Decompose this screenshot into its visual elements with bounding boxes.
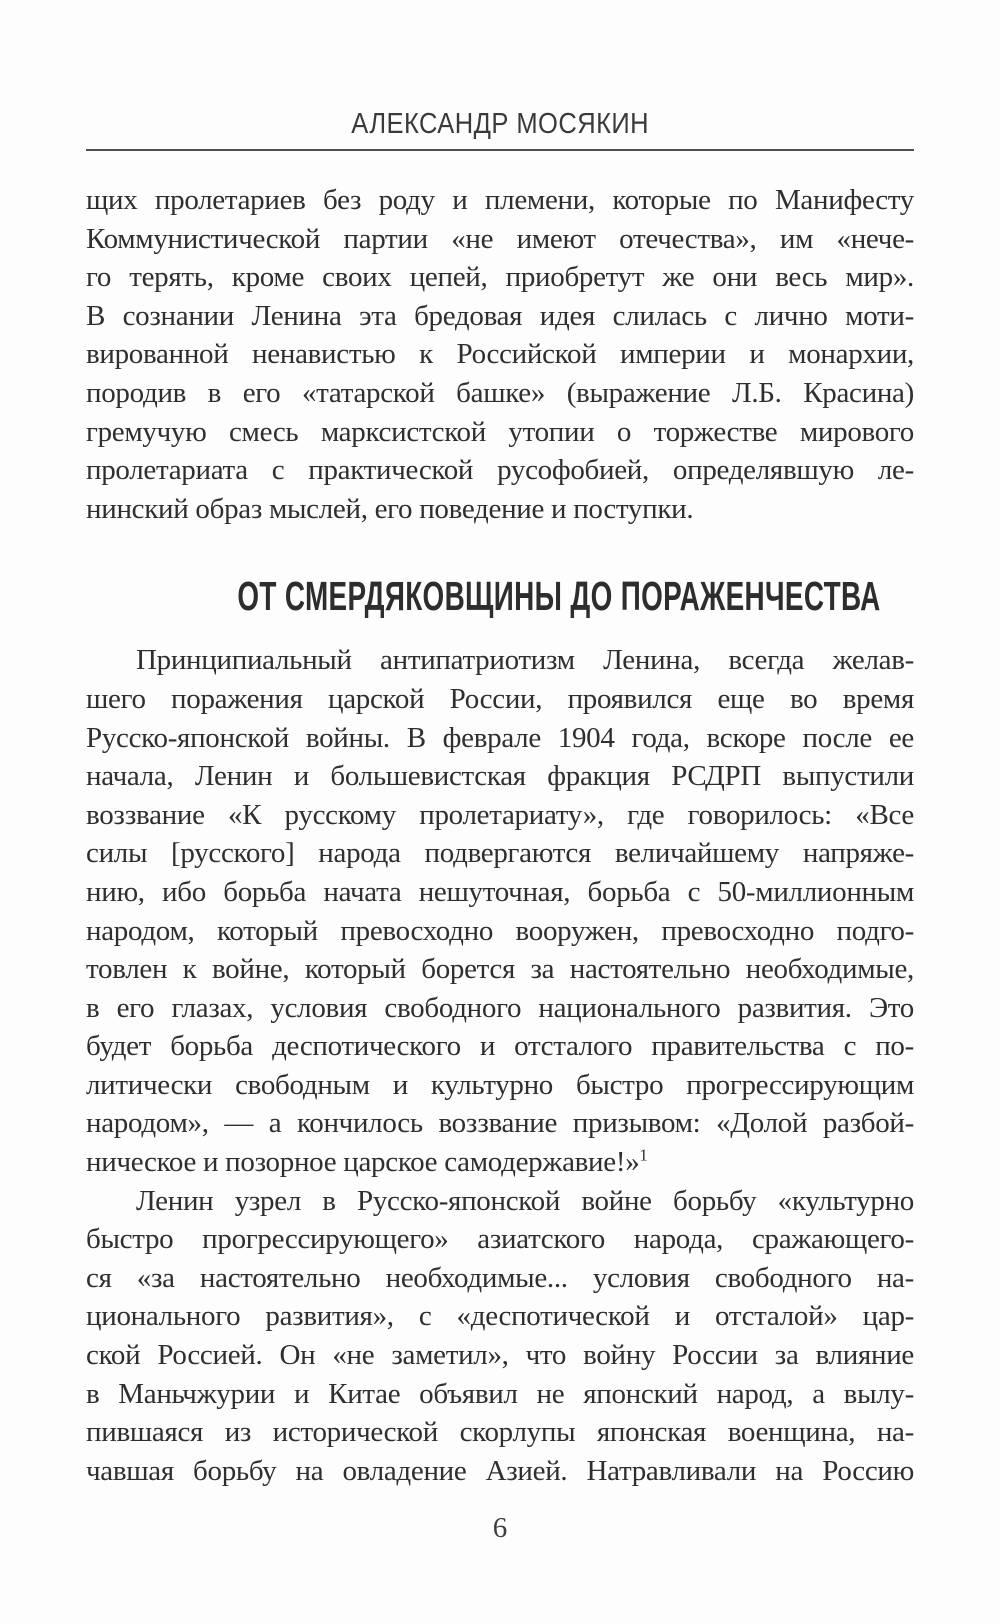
text-line: нию, ибо борьба начата нешуточная, борьба с 50-миллионным bbox=[86, 875, 914, 908]
text-line: Коммунистической партии «не имеют отечества», им «нече- bbox=[86, 222, 914, 255]
intro-paragraphs bbox=[86, 181, 914, 528]
section-heading bbox=[86, 572, 914, 620]
text-line: начала, Ленин и большевистская фракция РСДРП выпустили bbox=[86, 760, 914, 793]
text-line: ся «за настоятельно необходимые... условия свободного на- bbox=[86, 1261, 914, 1294]
text-line: ционального развития», с «деспотической и отсталой» цар- bbox=[86, 1300, 914, 1333]
text-line: чавшая борьбу на овладение Азией. Натравливали на Россию bbox=[86, 1454, 914, 1487]
text-line: щих пролетариев без роду и племени, которые по Манифесту bbox=[86, 184, 914, 216]
header-divider bbox=[86, 149, 914, 151]
text-line: В сознании Ленина эта бредовая идея слилась с лично моти- bbox=[86, 299, 914, 332]
text-line: шего поражения царской России, проявился еще во время bbox=[86, 682, 914, 715]
body-paragraphs bbox=[86, 641, 914, 1490]
text-line: Русско-японской войны. В феврале 1904 года, вскоре после ее bbox=[86, 721, 914, 754]
text-line: ской Россией. Он «не заметил», что войну России за влияние bbox=[86, 1339, 914, 1372]
text-line: быстро прогрессирующего» азиатского народа, сражающего- bbox=[86, 1223, 914, 1256]
page-number: 6 bbox=[492, 1512, 508, 1545]
text-line: товлен к войне, который борется за настоятельно необходимые, bbox=[86, 953, 914, 986]
text-line: литически свободным и культурно быстро прогрессирующим bbox=[86, 1068, 914, 1101]
footnote-marker: 1 bbox=[639, 1145, 648, 1165]
page-footer bbox=[0, 1511, 1000, 1545]
text-line: гремучую смесь марксистской утопии о торжестве мирового bbox=[86, 415, 914, 448]
text-line: воззвание «К русскому пролетариату», где говорилось: «Все bbox=[86, 798, 914, 831]
text-line: Принципиальный антипатриотизм Ленина, всегда желав- bbox=[136, 644, 914, 677]
text-line: народом», — а кончилось воззвание призывом: «Долой разбой- bbox=[86, 1107, 914, 1140]
text-line: ническое и позорное царское самодержавие!»$^1$ bbox=[86, 1145, 648, 1179]
text-line: пролетариата с практической русофобией, определявшую ле- bbox=[86, 454, 914, 487]
text-line: нинский образ мыслей, его поведение и поступки. bbox=[86, 492, 694, 525]
page-header bbox=[0, 0, 1000, 140]
text-line: Ленин узрел в Русско-японской войне борьбу «культурно bbox=[136, 1184, 914, 1217]
text-line: вированной ненавистью к Российской империи и монархии, bbox=[86, 338, 914, 371]
running-header-title: АЛЕКСАНДР МОСЯКИН bbox=[351, 108, 649, 140]
text-line: народом, который превосходно вооружен, превосходно подго- bbox=[86, 914, 914, 947]
text-line: го терять, кроме своих цепей, приобретут же они весь мир». bbox=[86, 261, 914, 294]
paragraph bbox=[86, 641, 914, 1181]
page-body bbox=[86, 181, 914, 1490]
paragraph bbox=[86, 1182, 914, 1491]
text-line: силы [русского] народа подвергаются величайшему напряже- bbox=[86, 837, 914, 870]
section-heading-text: ОТ СМЕРДЯКОВЩИНЫ ДО ПОРАЖЕНЧЕСТВА bbox=[237, 573, 881, 620]
text-line: в его глазах, условия свободного национального развития. Это bbox=[86, 991, 914, 1024]
text-line: пившаяся из исторической скорлупы японская военщина, на- bbox=[86, 1416, 914, 1449]
text-line: будет борьба деспотического и отсталого правительства с по- bbox=[86, 1030, 914, 1063]
text-line: породив в его «татарской башке» (выражение Л.Б. Красина) bbox=[86, 376, 914, 409]
text-line: в Маньчжурии и Китае объявил не японский народ, а вылу- bbox=[86, 1377, 914, 1410]
paragraph bbox=[86, 181, 914, 528]
